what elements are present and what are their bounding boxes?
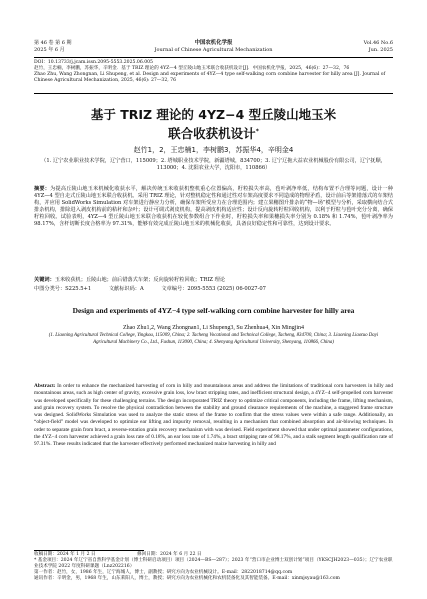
header-rule	[34, 57, 393, 58]
corresponding-author-note: 通讯作者：辛明金，男，1968 年生，山东莱阳人，博士，教授；研究方向为农业机械化和农机装备化及其智能装备。E-mail：xinmjsyau@163.com	[34, 576, 340, 582]
abstract-cn-label: 摘要：	[34, 186, 51, 192]
doi: DOI：10.13733/j.jcam.issn.2095-5553.2025.06.005	[34, 60, 153, 65]
volume-en: Vol.46 No.6	[363, 40, 393, 46]
footnote-rule	[34, 550, 144, 551]
volume-cn: 第 46 卷 第 6 期	[34, 40, 72, 46]
abstract-en-text: In order to enhance the mechanized harvesting of corn in hilly and mountainous areas and address the limitations of traditional corn harvesters in hilly and mountainous areas, such as high center of gravity, excessive grain loss, low bract stripping rates, and inefficient structural design, a 4YZ−4 self-propelled corn harvester was developed specifically for these challenging terrains. The design incorporated TRIZ theory to optimize critical components, including the frame, lifting mechanism, and grain recovery system. To resolve the physical contradiction between the stability and ground clearance requirements of the machine, a staggered frame structure was designed. SolidWorks Simulation was used to analyze the static stress of the frame to confirm that the stress values were within a safe range. Additionally, an “object-field” model was developed to optimize ear lifting and impurity removal, resulting in a mechanism that combined absorption and air-blowing techniques. In order to separate grain from bract, a reverse-rotation grain recovery mechanism with was devised. Field experiment showed that under optimal parameter configurations, the 4YZ−4 corn harvester achieved a grain loss rate of 0.18%, an ear loss rate of 1.74%, a bract stripping rate of 98.17%, and a stalk segment length qualification rate of 97.31%. These results indicated that the harvester effectively performed mechanized maize harvesting in hilly and	[34, 383, 393, 447]
fund-note: * 基金项目：2024 年辽宁省自然科学基金计划（博士科研启动项目）项目（2024—BS—287）；2023 年“营口市企业博士双创计划”项目（YKSCJH2023—035）；辽宁农业职业技术学院 2022 年度科研课题（Lnz202216）	[34, 558, 393, 570]
journal-name-en: Journal of Chinese Agricultural Mechanization	[154, 47, 273, 53]
date-en: Jun. 2025	[368, 47, 393, 53]
article-title-en: Design and experiments of 4YZ−4 type self-walking corn combine harvester for hilly area	[72, 306, 355, 315]
journal-name-cn: 中国农机化学报	[194, 40, 233, 46]
authors-cn: 赵竹1，2，王忠楠1，李树鹏3，苏振华4，辛明金4	[133, 146, 294, 154]
header-center	[34, 40, 393, 54]
keywords-cn-text: 玉米收获机；丘陵山地；前后错落式车架；反向旋转籽粒回收；TRIZ 理论	[54, 277, 226, 283]
citation-cn: 赵竹，王忠楠，李树鹏，苏振华，辛明金．基于 TRIZ 理论的 4YZ—4 型丘陵山地玉米联合收获机设计[J]．中国农机化学报，2025，46(6)：27—32，76	[34, 66, 350, 71]
document-code: 文献标识码：A	[108, 286, 144, 292]
fund-mark: *	[255, 128, 259, 135]
article-title-cn	[34, 106, 393, 142]
classification-line	[34, 286, 393, 293]
citation-en: Zhao Zhu, Wang Zhongnan, Li Shupeng, et al. Design and experiments of 4YZ—4 type self-walking corn combine harvester for hilly area [J]. Journal of Chinese Agricultural Mechanization, 2025, 46(6): 27—32, 76	[34, 72, 386, 83]
keywords-cn	[34, 277, 393, 284]
footnotes	[34, 552, 393, 582]
title-line-1: 基于 TRIZ 理论的 4YZ−4 型丘陵山地玉米	[90, 107, 337, 122]
abstract-en-label: Abstract:	[34, 383, 56, 389]
abstract-cn	[34, 186, 393, 229]
keywords-cn-label: 关键词：	[34, 277, 55, 283]
abstract-cn-text: 为提高丘陵山地玉米机械化收获水平，解决传统玉米收获机整机重心位置偏高，籽粒损失率高，苞叶剥净率低，结构布置不合理等问题，设计一种 4YZ—4 型自走式丘陵山地玉米联合收获机。采用 TRIZ 理论，针对整机稳定性和通过性对车架高度要求不同造成的物理矛盾，设计前后等架错落式的车架结构，并应用 SolidWorks Simulation 对车架进行静应力分析，确保车架所受应力在合理范围内；建立果穗图升排杂的“物—场”模型与分析，采取横向结合式排杂机构，排除进入剥皮机构前的秸秆和杂叶；设计可调式剥皮机构，提高剥皮机构适应性；设计反向旋转籽粒回收机构，以利于籽粒与苞叶充分分离，确保籽粒回收。试验表明，4YZ—4 型丘陵山地玉米联合收获机在较优参数组合下作业时，籽粒损失率和果穗损失率分别为 0.18% 和 1.74%，苞叶剥净率为 98.17%，含杆切断长度合格率为 97.31%，能够有效完成丘陵山地玉米的机械化收获，具备良好稳定性和可靠性，达到设计要求。	[34, 186, 393, 228]
running-header	[34, 40, 393, 58]
header-right	[364, 40, 393, 54]
date-cn: 2025 年 6 月	[34, 47, 65, 53]
first-author-note: 第一作者：赵竹，女，1986 年生，辽宁海城人，博士，副教授；研究方向为农业机械设计。E-mail：2822018714@qq.com	[34, 570, 293, 576]
revised-date: 修回日期：2024 年 6 月 22 日	[137, 552, 202, 557]
abstract-en	[34, 383, 393, 448]
clc-number: 中图分类号：S225.5+1	[34, 286, 92, 292]
received-date: 收稿日期：2024 年 1 月 2 日	[34, 552, 96, 557]
title-line-2: 联合收获机设计*	[168, 126, 259, 142]
affiliations-cn: （1. 辽宁农业职业技术学院，辽宁营口，115009；2. 塔城职业技术学院，新疆塔城，834700；3. 辽宁辽拖大益农业机械股份有限公司，辽宁抚顺，113000；4. 沈阳农业大学，沈阳市，110866）	[41, 158, 386, 171]
affiliations-en: (1. Liaoning Agricultural Technical College, Yingkou, 115009, China; 2. Tacheng Vocational and Technical College, Tacheng, 834700, China; 3. Liaoning Liaotuo Dayi Agricultural Machinery Co., Ltd., Fushun, 113000, China; 4. Shenyang Agricultural University, Shenyang, 110866, China)	[48, 333, 379, 345]
authors-en: Zhao Zhu1,2, Wang Zhongnan1, Li Shupeng3, Su Zhenhua4, Xin Mingjin4	[122, 325, 305, 331]
citation-block	[34, 60, 393, 84]
article-number: 文章编号：2095-5553 (2025) 06-0027-07	[161, 286, 266, 292]
citation-rule	[34, 93, 393, 94]
